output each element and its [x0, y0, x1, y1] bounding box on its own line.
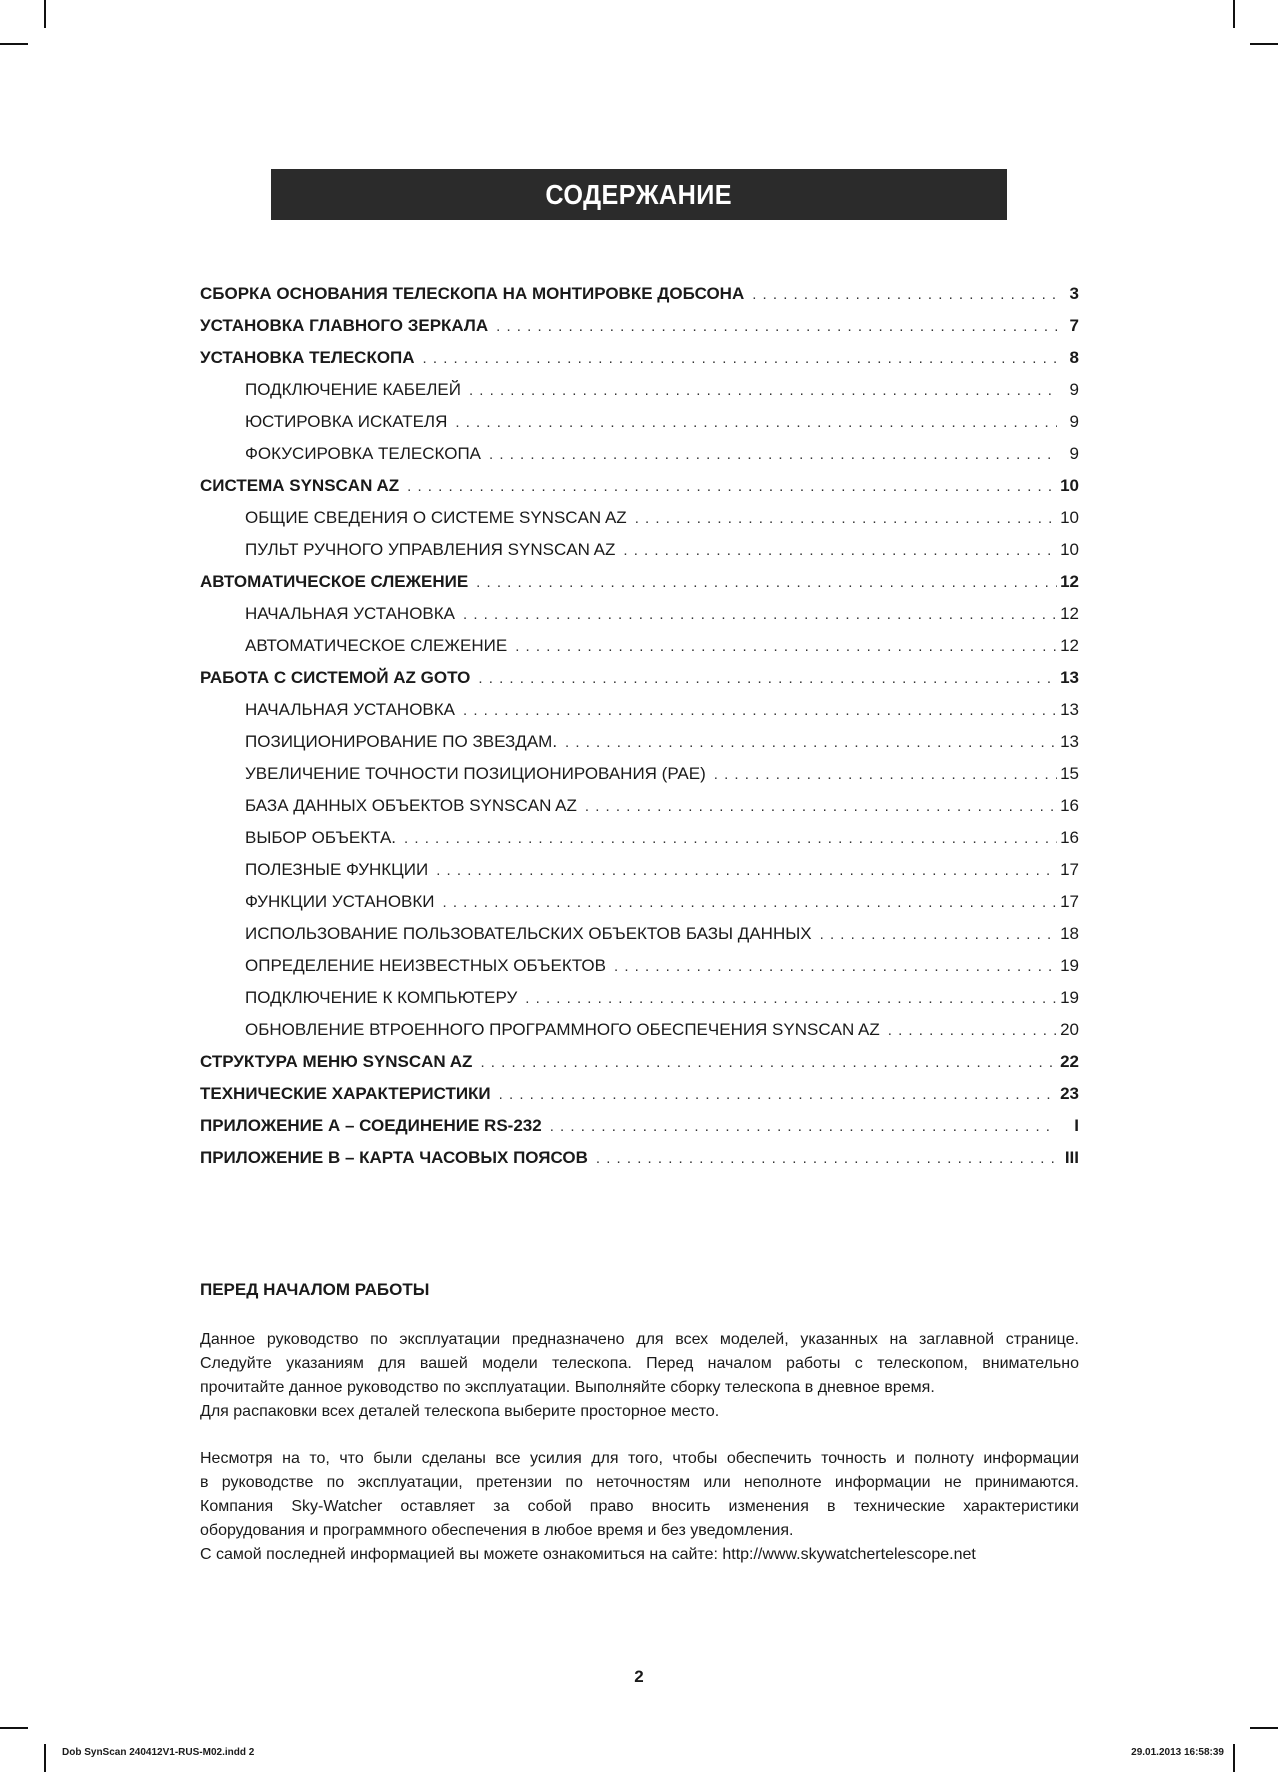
toc-leader	[461, 375, 1057, 407]
crop-mark-bottom-left-vertical	[44, 1744, 46, 1772]
toc-leader	[435, 887, 1057, 919]
toc-leader	[396, 823, 1057, 855]
toc-entry-page: 16	[1060, 828, 1079, 847]
toc-entry-title: ПУЛЬТ РУЧНОГО УПРАВЛЕНИЯ SYNSCAN AZ	[245, 540, 616, 559]
toc-entry-page: 13	[1060, 700, 1079, 719]
toc-entry-title: СБОРКА ОСНОВАНИЯ ТЕЛЕСКОПА НА МОНТИРОВКЕ ДОБСОНА	[200, 284, 745, 303]
crop-mark-bottom-left-horizontal	[0, 1727, 28, 1729]
toc-entry-page: 15	[1060, 764, 1079, 783]
toc-entry[interactable]	[200, 1110, 1079, 1142]
toc-subentry[interactable]	[200, 1014, 1079, 1046]
toc-leader	[447, 407, 1057, 439]
toc-subentry[interactable]	[200, 374, 1079, 406]
toc-entry-title: ФОКУСИРОВКА ТЕЛЕСКОПА	[245, 444, 482, 463]
toc-entry-title: УВЕЛИЧЕНИЕ ТОЧНОСТИ ПОЗИЦИОНИРОВАНИЯ (PAE)	[245, 764, 706, 783]
toc-entry-page: 19	[1060, 956, 1079, 975]
toc-entry-title: ОБНОВЛЕНИЕ ВТРОЕННОГО ПРОГРАММНОГО ОБЕСПЕЧЕНИЯ SYNSCAN AZ	[245, 1020, 880, 1039]
toc-leader	[542, 1111, 1057, 1143]
toc-entry-page: 22	[1060, 1052, 1079, 1071]
toc-entry-title: ПРИЛОЖЕНИЕ В – КАРТА ЧАСОВЫХ ПОЯСОВ	[200, 1148, 588, 1167]
toc-entry-title: ПОДКЛЮЧЕНИЕ КАБЕЛЕЙ	[245, 380, 461, 399]
crop-mark-bottom-right-vertical	[1233, 1744, 1235, 1772]
toc-entry-title: АВТОМАТИЧЕСКОЕ СЛЕЖЕНИЕ	[245, 636, 508, 655]
toc-entry-page: 10	[1060, 508, 1079, 527]
toc-leader	[455, 695, 1057, 727]
toc-entry-title: ФУНКЦИИ УСТАНОВКИ	[245, 892, 435, 911]
toc-entry-page: 10	[1060, 540, 1079, 559]
toc-leader	[588, 1143, 1057, 1175]
toc-leader	[488, 311, 1057, 343]
toc-entry[interactable]	[200, 310, 1079, 342]
toc-entry-page: 16	[1060, 796, 1079, 815]
toc-leader	[415, 343, 1057, 375]
toc-entry-title: РАБОТА С СИСТЕМОЙ AZ GOTO	[200, 668, 471, 687]
toc-entry-page: 12	[1060, 636, 1079, 655]
toc-leader	[706, 759, 1057, 791]
toc-entry[interactable]	[200, 662, 1079, 694]
paragraph-line: Следуйте указаниям для вашей модели телескопа. Перед началом работы с телескопом, внимательно	[200, 1355, 1079, 1372]
before-start-heading: ПЕРЕД НАЧАЛОМ РАБОТЫ	[200, 1280, 430, 1299]
toc-entry-title: ИСПОЛЬЗОВАНИЕ ПОЛЬЗОВАТЕЛЬСКИХ ОБЪЕКТОВ БАЗЫ ДАННЫХ	[245, 924, 812, 943]
toc-subentry[interactable]	[200, 694, 1079, 726]
toc-entry[interactable]	[200, 1142, 1079, 1174]
toc-subentry[interactable]	[200, 982, 1079, 1014]
toc-entry-title: ОПРЕДЕЛЕНИЕ НЕИЗВЕСТНЫХ ОБЪЕКТОВ	[245, 956, 606, 975]
toc-leader	[557, 727, 1057, 759]
toc-leader	[472, 1047, 1057, 1079]
toc-subentry[interactable]	[200, 790, 1079, 822]
crop-mark-bottom-right-horizontal	[1250, 1727, 1278, 1729]
toc-leader	[744, 279, 1057, 311]
toc-entry-page: 12	[1060, 604, 1079, 623]
toc-entry-title: ПОЛЕЗНЫЕ ФУНКЦИИ	[245, 860, 429, 879]
toc-entry[interactable]	[200, 1046, 1079, 1078]
toc-entry-page: 9	[1069, 412, 1079, 431]
toc-subentry[interactable]	[200, 950, 1079, 982]
toc-entry-title: УСТАНОВКА ТЕЛЕСКОПА	[200, 348, 415, 367]
toc-entry[interactable]	[200, 566, 1079, 598]
table-of-contents	[200, 278, 1079, 1174]
print-slug-file: Dob SynScan 240412V1-RUS-M02.indd 2	[62, 1747, 255, 1758]
toc-subentry[interactable]	[200, 502, 1079, 534]
toc-subentry[interactable]	[200, 822, 1079, 854]
toc-leader	[606, 951, 1057, 983]
contents-title-bar	[271, 169, 1007, 220]
toc-subentry[interactable]	[200, 406, 1079, 438]
crop-mark-top-left-horizontal	[0, 43, 28, 45]
page-title: СОДЕРЖАНИЕ	[545, 178, 733, 210]
toc-entry-title: ПРИЛОЖЕНИЕ А – СОЕДИНЕНИЕ RS-232	[200, 1116, 542, 1135]
toc-leader	[491, 1079, 1057, 1111]
intro-paragraph	[200, 1328, 1079, 1424]
toc-entry-page: 3	[1069, 284, 1079, 303]
toc-entry-page: 9	[1069, 444, 1079, 463]
page-number: 2	[634, 1667, 644, 1686]
toc-entry[interactable]	[200, 342, 1079, 374]
toc-entry-title: НАЧАЛЬНАЯ УСТАНОВКА	[245, 604, 456, 623]
toc-entry-title: ВЫБОР ОБЪЕКТА.	[245, 828, 397, 847]
toc-entry[interactable]	[200, 470, 1079, 502]
paragraph-line: Несмотря на то, что были сделаны все усилия для того, чтобы обеспечить точность и полноту информации	[200, 1450, 1079, 1467]
toc-entry-page: 10	[1060, 476, 1079, 495]
toc-entry-page: 23	[1060, 1084, 1079, 1103]
toc-entry-page: 8	[1069, 348, 1079, 367]
toc-leader	[468, 567, 1057, 599]
toc-subentry[interactable]	[200, 630, 1079, 662]
toc-leader	[880, 1015, 1057, 1047]
toc-leader	[399, 471, 1057, 503]
toc-leader	[470, 663, 1057, 695]
toc-subentry[interactable]	[200, 886, 1079, 918]
toc-subentry[interactable]	[200, 758, 1079, 790]
toc-entry-title: БАЗА ДАННЫХ ОБЪЕКТОВ SYNSCAN AZ	[245, 796, 577, 815]
toc-leader	[615, 535, 1057, 567]
toc-entry-page: 17	[1060, 892, 1079, 911]
toc-entry-page: 20	[1060, 1020, 1079, 1039]
toc-leader	[428, 855, 1057, 887]
toc-entry-page: I	[1074, 1116, 1079, 1135]
toc-entry-page: 18	[1060, 924, 1079, 943]
print-slug-date: 29.01.2013 16:58:39	[1131, 1747, 1224, 1758]
toc-subentry[interactable]	[200, 598, 1079, 630]
toc-entry-page: 19	[1060, 988, 1079, 1007]
toc-leader	[812, 919, 1057, 951]
toc-leader	[507, 631, 1057, 663]
toc-entry-title: УСТАНОВКА ГЛАВНОГО ЗЕРКАЛА	[200, 316, 489, 335]
toc-entry-page: 13	[1060, 732, 1079, 751]
paragraph-line: Для распаковки всех деталей телескопа выберите просторное место.	[200, 1403, 720, 1420]
toc-entry-title: СТРУКТУРА МЕНЮ SYNSCAN AZ	[200, 1052, 473, 1071]
toc-leader	[627, 503, 1057, 535]
toc-subentry[interactable]	[200, 918, 1079, 950]
crop-mark-top-right-vertical	[1233, 0, 1235, 28]
toc-entry-title: ОБЩИЕ СВЕДЕНИЯ О СИСТЕМЕ SYNSCAN AZ	[245, 508, 627, 527]
toc-subentry[interactable]	[200, 534, 1079, 566]
paragraph-line: в руководстве по эксплуатации, претензии по неточностям или неполноте информации не принимаются.	[200, 1474, 1079, 1491]
toc-entry[interactable]	[200, 1078, 1079, 1110]
toc-entry-page: 9	[1069, 380, 1079, 399]
toc-leader	[481, 439, 1057, 471]
disclaimer-paragraph	[200, 1447, 1079, 1567]
crop-mark-top-left-vertical	[44, 0, 46, 28]
toc-entry-title: СИСТЕМА SYNSCAN AZ	[200, 476, 400, 495]
toc-subentry[interactable]	[200, 726, 1079, 758]
toc-subentry[interactable]	[200, 438, 1079, 470]
toc-entry-title: ПОЗИЦИОНИРОВАНИЕ ПО ЗВЕЗДАМ.	[245, 732, 558, 751]
toc-entry-page: 7	[1069, 316, 1079, 335]
toc-entry-title: НАЧАЛЬНАЯ УСТАНОВКА	[245, 700, 456, 719]
paragraph-line: прочитайте данное руководство по эксплуатации. Выполняйте сборку телескопа в дневное время.	[200, 1379, 935, 1396]
toc-entry-title: АВТОМАТИЧЕСКОЕ СЛЕЖЕНИЕ	[200, 572, 469, 591]
paragraph-line: Компания Sky-Watcher оставляет за собой право вносить изменения в технические характеристики	[200, 1498, 1079, 1515]
toc-leader	[577, 791, 1057, 823]
paragraph-line: С самой последней информацией вы можете ознакомиться на сайте: http://www.skywatchertelescope.net	[200, 1546, 976, 1563]
toc-entry-page: 12	[1060, 572, 1079, 591]
toc-entry-page: 13	[1060, 668, 1079, 687]
toc-entry[interactable]	[200, 278, 1079, 310]
toc-entry-page: III	[1064, 1148, 1079, 1167]
toc-entry-title: ПОДКЛЮЧЕНИЕ К КОМПЬЮТЕРУ	[245, 988, 518, 1007]
toc-entry-page: 17	[1060, 860, 1079, 879]
crop-mark-top-right-horizontal	[1250, 43, 1278, 45]
paragraph-line: Данное руководство по эксплуатации предназначено для всех моделей, указанных на заглавной странице.	[200, 1331, 1079, 1348]
toc-leader	[517, 983, 1057, 1015]
paragraph-line: оборудования и программного обеспечения в любое время и без уведомления.	[200, 1522, 794, 1539]
toc-entry-title: ТЕХНИЧЕСКИЕ ХАРАКТЕРИСТИКИ	[200, 1084, 491, 1103]
toc-entry-title: ЮСТИРОВКА ИСКАТЕЛЯ	[245, 412, 448, 431]
toc-subentry[interactable]	[200, 854, 1079, 886]
toc-leader	[455, 599, 1057, 631]
